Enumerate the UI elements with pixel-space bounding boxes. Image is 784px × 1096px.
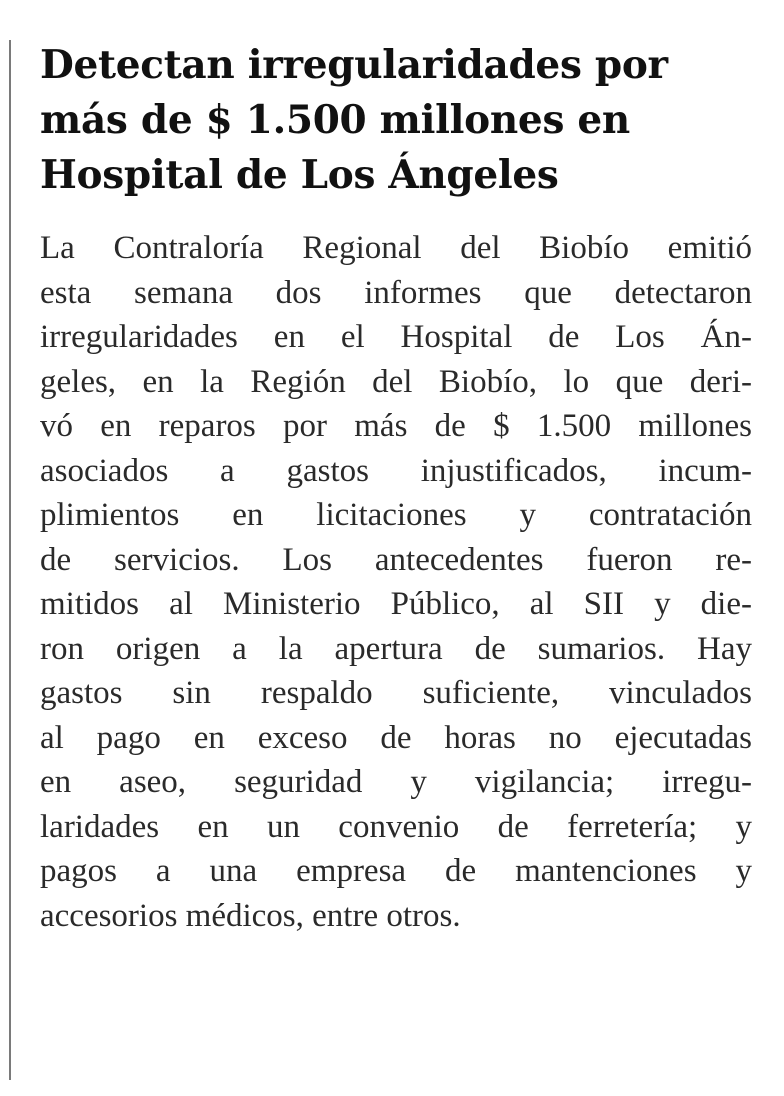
news-article: [40, 38, 752, 938]
column-rule: [9, 40, 11, 1080]
body-line: asociados a gastos injustificados, incum-: [40, 452, 752, 489]
headline-line: Hospital de Los Ángeles: [40, 152, 559, 198]
body-line: plimientos en licitaciones y contratación: [40, 497, 752, 533]
body-line: esta semana dos informes que detectaron: [40, 274, 752, 311]
body-line: gastos sin respaldo suficiente, vinculados: [40, 675, 752, 711]
headline-line: Detectan irregularidades por: [40, 42, 668, 88]
body-line: laridades en un convenio de ferretería; y: [40, 808, 752, 845]
body-line: de servicios. Los antecedentes fueron re-: [40, 541, 752, 578]
body-line: La Contraloría Regional del Biobío emitió: [40, 230, 752, 266]
body-line: mitidos al Ministerio Público, al SII y die-: [40, 586, 752, 622]
body-line: en aseo, seguridad y vigilancia; irregu-: [40, 764, 752, 800]
article-body: [40, 226, 752, 938]
body-line: vó en reparos por más de $ 1.500 millones: [40, 408, 752, 444]
headline-line: más de $ 1.500 millones en: [40, 97, 630, 143]
body-line: al pago en exceso de horas no ejecutadas: [40, 719, 752, 756]
body-line: pagos a una empresa de mantenciones y: [40, 853, 752, 889]
body-line: geles, en la Región del Biobío, lo que deri-: [40, 363, 752, 400]
body-line: accesorios médicos, entre otros.: [40, 897, 461, 934]
body-line: irregularidades en el Hospital de Los Án-: [40, 319, 752, 355]
article-headline: [40, 38, 752, 203]
body-line: ron origen a la apertura de sumarios. Hay: [40, 630, 752, 667]
